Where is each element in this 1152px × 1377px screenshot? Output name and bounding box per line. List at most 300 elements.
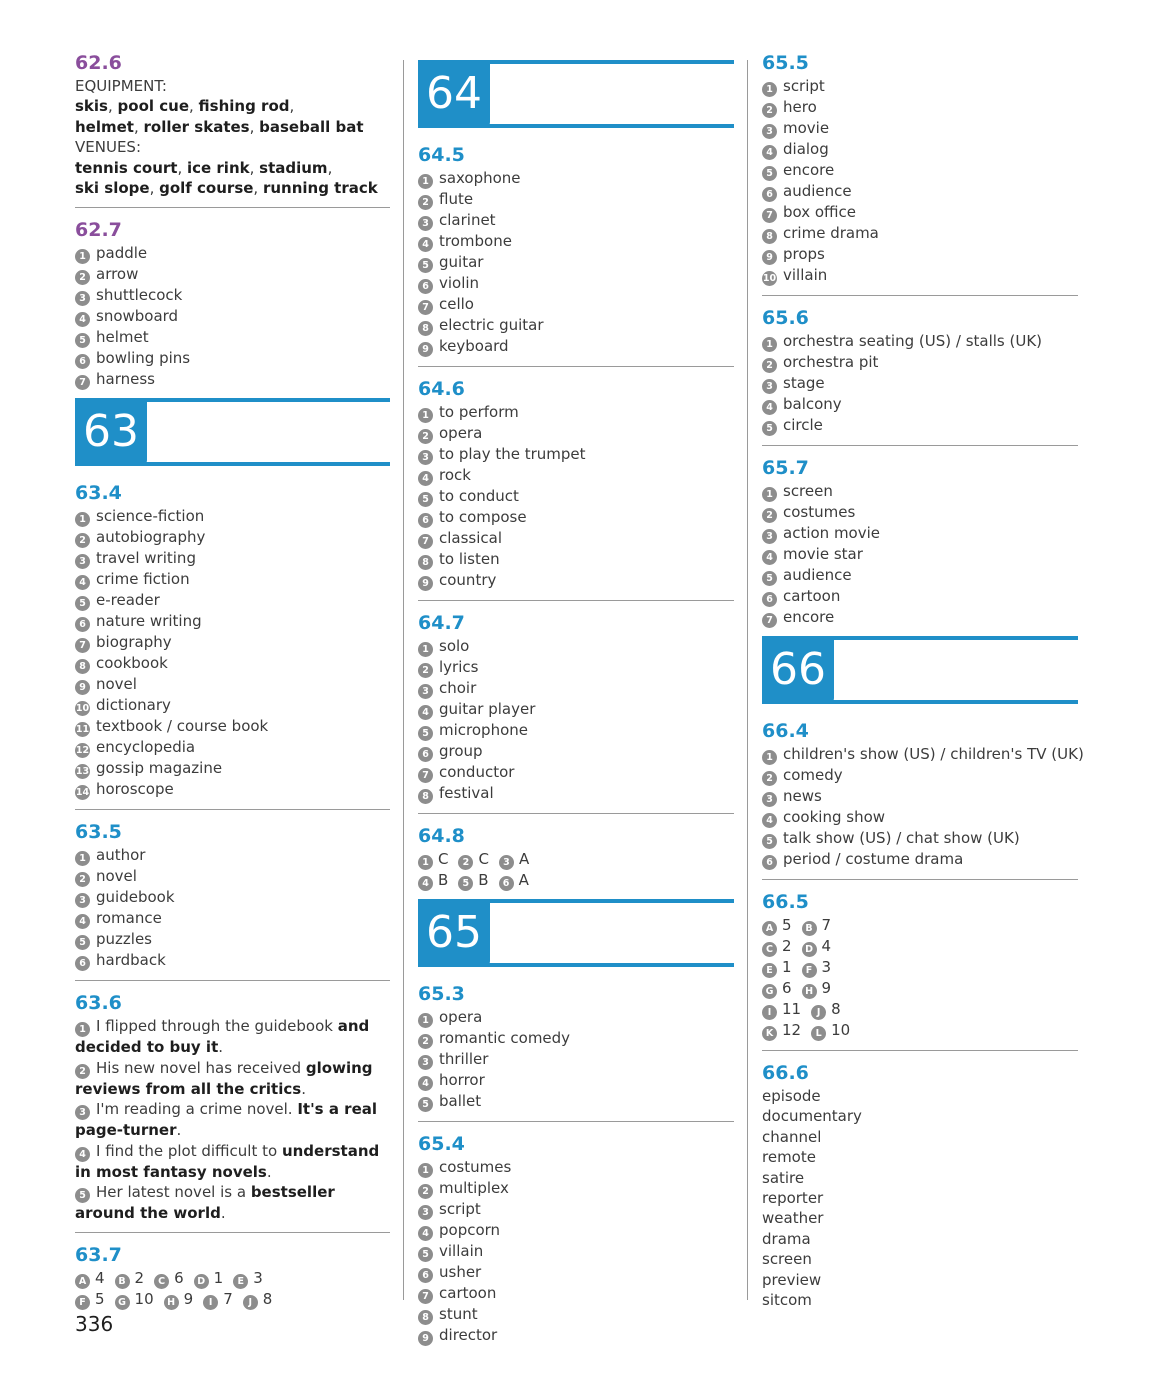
answer-item — [418, 231, 734, 252]
answer-word: skis — [75, 97, 108, 116]
answer-item — [418, 273, 734, 294]
answer-pair — [75, 1289, 105, 1310]
answer-value: 8 — [262, 1290, 273, 1309]
answer-number-badge: 3 — [418, 1055, 433, 1070]
answer-number-badge: 6 — [418, 1268, 433, 1283]
answer-text: autobiography — [96, 528, 206, 547]
answer-text: cello — [439, 295, 474, 313]
answer-item — [762, 586, 1078, 607]
answer-text: romance — [96, 909, 162, 928]
answer-letter-badge: B — [802, 921, 817, 936]
answer-text: lyrics — [439, 658, 479, 676]
answer-item — [418, 1220, 734, 1241]
answer-text: conductor — [439, 763, 515, 781]
answer-item: remote — [762, 1148, 816, 1167]
answer-value: 5 — [782, 916, 792, 934]
answer-number-badge: 3 — [762, 529, 777, 544]
answer-number-badge: 6 — [418, 279, 433, 294]
answer-number-badge: 3 — [418, 216, 433, 231]
answer-bold-text: understand in most fantasy novels — [75, 1141, 380, 1181]
answer-text: biography — [96, 633, 172, 652]
answer-text: solo — [439, 637, 470, 655]
answer-number-badge: 6 — [762, 855, 777, 870]
answer-text: audience — [783, 566, 852, 584]
answer-letter-badge: D — [194, 1274, 209, 1289]
answer-text: novel — [96, 867, 137, 886]
answer-text: horror — [439, 1071, 485, 1089]
answer-text: microphone — [439, 721, 528, 739]
answer-list — [418, 402, 734, 591]
section-66-5 — [762, 891, 1078, 1041]
answer-value: 7 — [223, 1290, 233, 1309]
answer-item — [418, 636, 734, 657]
answer-number-badge: 2 — [418, 429, 433, 444]
answer-item — [418, 315, 734, 336]
answer-text: orchestra pit — [783, 353, 879, 371]
answer-value: 1 — [213, 1269, 224, 1288]
section-63-4 — [75, 482, 390, 800]
answer-number-badge: 2 — [418, 1184, 433, 1199]
answer-number-badge: 4 — [75, 575, 90, 590]
column-divider-2 — [747, 60, 748, 1300]
answer-item — [75, 845, 390, 866]
section-title: 65.7 — [762, 457, 809, 479]
separator: , — [253, 179, 263, 198]
answer-number-badge: 9 — [418, 1331, 433, 1346]
answer-row — [75, 1268, 390, 1289]
answer-value: 1 — [782, 958, 792, 976]
answer-item: weather — [762, 1209, 824, 1228]
answer-text: keyboard — [439, 337, 509, 355]
answer-text: to compose — [439, 508, 527, 526]
answer-number-badge: 5 — [762, 166, 777, 181]
answer-item — [762, 160, 1078, 181]
answer-item — [762, 373, 1078, 394]
unit-number: 64 — [418, 60, 490, 128]
answer-text: clarinet — [439, 211, 496, 229]
section-title: 62.6 — [75, 52, 122, 74]
answer-letter-badge: H — [802, 984, 817, 999]
answer-item — [75, 348, 390, 369]
unit-header-66 — [762, 636, 1078, 704]
answer-text: talk show (US) / chat show (UK) — [783, 829, 1020, 847]
answer-letter-badge: J — [243, 1295, 258, 1310]
answer-letter-badge: J — [811, 1005, 826, 1020]
answer-item: sitcom — [762, 1291, 812, 1310]
answer-pair — [802, 915, 832, 936]
answer-value: 6 — [174, 1269, 184, 1288]
sentence-text: Her latest novel is a — [96, 1183, 251, 1202]
section-divider — [75, 207, 390, 208]
answer-text: to conduct — [439, 487, 519, 505]
answer-row — [762, 957, 1078, 978]
answer-letter-badge: E — [762, 963, 777, 978]
answer-value: 12 — [782, 1021, 802, 1039]
answer-text: stunt — [439, 1305, 478, 1323]
section-title: 66.5 — [762, 891, 809, 913]
answer-number-badge: 4 — [762, 145, 777, 160]
section-divider — [75, 809, 390, 810]
answer-item: channel — [762, 1127, 822, 1146]
answer-number-badge: 2 — [762, 508, 777, 523]
answer-item — [418, 1091, 734, 1112]
answer-number-badge: 3 — [75, 893, 90, 908]
answer-text: classical — [439, 529, 503, 547]
answer-list — [762, 481, 1078, 628]
answer-text: rock — [439, 466, 471, 484]
answer-pair — [75, 1268, 105, 1289]
answer-number-badge: 3 — [418, 450, 433, 465]
section-title: 65.6 — [762, 307, 809, 329]
answer-number-badge: 7 — [762, 208, 777, 223]
answer-pair — [802, 936, 832, 957]
answer-number-badge: 3 — [75, 554, 90, 569]
section-62-7 — [75, 219, 390, 390]
answer-number-badge: 2 — [418, 195, 433, 210]
section-title: 63.6 — [75, 992, 122, 1015]
answer-list — [418, 636, 734, 804]
answer-letter-badge: G — [115, 1295, 130, 1310]
answer-number-badge: 2 — [75, 270, 90, 285]
answer-item — [75, 908, 390, 929]
section-divider — [75, 1232, 390, 1233]
answer-text: cartoon — [439, 1284, 497, 1302]
answer-letter-badge: F — [75, 1295, 90, 1310]
answer-sentence — [75, 1099, 390, 1140]
answer-text: puzzles — [96, 930, 152, 949]
answer-number-badge: 1 — [762, 337, 777, 352]
section-divider — [762, 879, 1078, 880]
answer-text: box office — [783, 203, 857, 221]
answer-list — [75, 243, 390, 390]
answer-list — [762, 1086, 1078, 1310]
answer-pair — [115, 1289, 154, 1310]
answer-row — [418, 849, 734, 870]
page-number: 336 — [75, 1312, 114, 1336]
answer-value: B — [438, 871, 449, 889]
answer-text: country — [439, 571, 497, 589]
answer-item — [75, 716, 390, 737]
answer-letter-badge: H — [164, 1295, 179, 1310]
unit-header-64 — [418, 60, 734, 128]
answer-text: electric guitar — [439, 316, 544, 334]
answer-text: cookbook — [96, 654, 168, 673]
answer-value: C — [438, 850, 449, 868]
answer-text: saxophone — [439, 169, 521, 187]
answer-pair — [418, 870, 448, 891]
answer-number-badge: 3 — [418, 1205, 433, 1220]
answer-value: 9 — [821, 979, 832, 997]
answer-item: drama — [762, 1229, 811, 1248]
answer-item — [418, 1325, 734, 1346]
separator: , — [327, 158, 333, 177]
answer-value: 10 — [134, 1290, 154, 1309]
answer-item: episode — [762, 1087, 821, 1105]
answer-item — [418, 1028, 734, 1049]
answer-word: stadium — [259, 158, 328, 177]
answer-number-badge: 1 — [75, 512, 90, 527]
answer-item: preview — [762, 1270, 822, 1289]
separator: , — [177, 158, 187, 177]
answer-letter-badge: K — [762, 1026, 777, 1041]
section-divider — [418, 600, 734, 601]
answer-text: usher — [439, 1263, 482, 1281]
answer-number-badge: 8 — [762, 229, 777, 244]
answer-item — [418, 423, 734, 444]
answer-pair — [458, 870, 488, 891]
answer-item — [762, 523, 1078, 544]
answer-item — [418, 1199, 734, 1220]
answer-text: bowling pins — [96, 349, 191, 368]
answer-list — [418, 1007, 734, 1112]
equipment-list — [75, 96, 390, 137]
answer-number-badge: 9 — [418, 342, 433, 357]
answer-letter-badge: L — [811, 1026, 826, 1041]
answer-number-badge: 4 — [418, 237, 433, 252]
section-divider — [75, 980, 390, 981]
answer-value: 2 — [134, 1269, 145, 1288]
answer-item — [75, 527, 390, 548]
section-title: 64.6 — [418, 378, 465, 400]
answer-text: travel writing — [96, 549, 196, 568]
section-title: 66.4 — [762, 720, 809, 742]
answer-item — [418, 1049, 734, 1070]
answer-number-badge: 8 — [418, 555, 433, 570]
answer-text: textbook / course book — [96, 717, 269, 736]
answer-number-badge: 5 — [762, 834, 777, 849]
section-title: 62.7 — [75, 219, 122, 242]
answer-item — [762, 744, 1084, 765]
section-65-6 — [762, 307, 1078, 436]
sentence-text: I'm reading a crime novel. — [96, 1100, 298, 1119]
answer-text: script — [439, 1200, 481, 1218]
answer-item — [75, 632, 390, 653]
answer-value: 3 — [253, 1269, 263, 1288]
answer-item — [418, 252, 734, 273]
answer-item — [762, 139, 1078, 160]
answer-item — [762, 331, 1078, 352]
answer-number-badge: 3 — [75, 291, 90, 306]
answer-item — [418, 762, 734, 783]
answer-item — [418, 486, 734, 507]
answer-grid — [418, 849, 734, 891]
answer-item — [75, 695, 390, 716]
answer-pair — [762, 999, 801, 1020]
answer-text: multiplex — [439, 1179, 509, 1197]
answer-letter-badge: B — [115, 1274, 130, 1289]
answer-number-badge: 12 — [75, 745, 90, 757]
answer-row — [762, 999, 1078, 1020]
answer-item — [75, 306, 390, 327]
answer-item — [75, 779, 390, 800]
answer-value: 6 — [782, 979, 792, 997]
answer-item: documentary — [762, 1107, 862, 1126]
answer-text: guitar player — [439, 700, 536, 718]
answer-text: hero — [783, 98, 817, 116]
answer-pair — [154, 1268, 184, 1289]
answer-text: stage — [783, 374, 825, 392]
answer-number-badge: 5 — [762, 571, 777, 586]
answer-text: shuttlecock — [96, 286, 183, 305]
answer-word: tennis court — [75, 158, 178, 177]
sentence-list — [75, 1016, 390, 1223]
separator: , — [249, 158, 260, 177]
separator: , — [149, 179, 160, 198]
answer-text: screen — [783, 482, 833, 500]
answer-number-badge: 6 — [75, 354, 90, 369]
answer-item — [418, 189, 734, 210]
answer-row — [418, 870, 734, 891]
answer-item — [762, 76, 1078, 97]
answer-text: costumes — [783, 503, 856, 521]
answer-text: encyclopedia — [96, 738, 196, 757]
answer-number-badge: 1 — [762, 487, 777, 502]
answer-number-badge: 2 — [762, 358, 777, 373]
answer-item — [762, 265, 1078, 286]
answer-text: action movie — [783, 524, 881, 542]
answer-number-badge: 2 — [75, 872, 90, 887]
answer-word: roller skates — [143, 117, 250, 136]
answer-item — [75, 590, 390, 611]
sentence-text: . — [218, 1038, 224, 1057]
answer-pair — [115, 1268, 145, 1289]
answer-item — [75, 506, 390, 527]
answer-text: to listen — [439, 550, 500, 568]
answer-row — [762, 978, 1078, 999]
answer-number-badge: 7 — [418, 768, 433, 783]
answer-item: reporter — [762, 1189, 824, 1208]
answer-text: villain — [783, 266, 828, 284]
answer-text: costumes — [439, 1158, 512, 1176]
answer-item — [75, 758, 390, 779]
answer-number-badge: 4 — [418, 471, 433, 486]
answer-item — [75, 653, 390, 674]
answer-letter-badge: 2 — [458, 855, 473, 870]
answer-number-badge: 5 — [418, 1097, 433, 1112]
answer-number-badge: 9 — [418, 576, 433, 591]
section-64-7 — [418, 612, 734, 804]
answer-item — [762, 565, 1078, 586]
answer-pair — [762, 1020, 801, 1041]
answer-number-badge: 1 — [75, 851, 90, 866]
answer-text: helmet — [96, 328, 149, 347]
answer-text: crime fiction — [96, 570, 190, 589]
separator: , — [289, 97, 295, 116]
answer-text: props — [783, 245, 825, 263]
answer-number-badge: 8 — [418, 1310, 433, 1325]
section-64-6 — [418, 378, 734, 591]
answer-value: B — [478, 871, 489, 889]
answer-bold-text: glowing reviews from all the critics — [75, 1058, 373, 1098]
answer-item — [762, 828, 1078, 849]
answer-pair — [762, 936, 792, 957]
separator: , — [133, 117, 144, 136]
answer-pair — [164, 1289, 194, 1310]
section-64-8 — [418, 825, 734, 891]
answer-text: flute — [439, 190, 474, 208]
section-title: 63.7 — [75, 1244, 122, 1267]
answer-item — [418, 336, 734, 357]
answer-item — [75, 674, 390, 695]
answer-number-badge: 1 — [762, 82, 777, 97]
answer-number-badge: 7 — [75, 375, 90, 390]
answer-number-badge: 7 — [762, 613, 777, 628]
answer-item — [418, 444, 734, 465]
answer-item — [762, 502, 1078, 523]
answer-sentence — [75, 1141, 390, 1182]
answer-text: news — [783, 787, 822, 805]
answer-value: A — [518, 871, 529, 889]
answer-number-badge: 2 — [762, 103, 777, 118]
answer-row — [75, 1289, 390, 1310]
answer-item — [418, 549, 734, 570]
section-title: 64.7 — [418, 612, 465, 634]
section-divider — [418, 366, 734, 367]
answer-letter-badge: D — [802, 942, 817, 957]
answer-value: 9 — [183, 1290, 194, 1309]
separator: , — [189, 97, 199, 116]
answer-value: 10 — [831, 1021, 851, 1039]
answer-number-badge: 4 — [762, 400, 777, 415]
answer-number-badge: 1 — [762, 750, 777, 765]
answer-number-badge: 7 — [418, 534, 433, 549]
answer-list — [75, 845, 390, 971]
answer-number-badge: 1 — [418, 642, 433, 657]
answer-letter-badge: 5 — [458, 876, 473, 891]
answer-item — [75, 264, 390, 285]
answer-number-badge: 9 — [762, 250, 777, 265]
answer-number-badge: 4 — [762, 550, 777, 565]
answer-text: children's show (US) / children's TV (UK) — [783, 745, 1084, 763]
answer-number-badge: 4 — [418, 1226, 433, 1241]
answer-item — [418, 1283, 734, 1304]
answer-number-badge: 2 — [75, 533, 90, 548]
answer-sentence — [75, 1016, 390, 1057]
answer-item — [418, 1070, 734, 1091]
section-divider — [762, 1050, 1078, 1051]
section-63-5 — [75, 821, 390, 971]
section-title: 63.4 — [75, 482, 122, 505]
answer-pair — [243, 1289, 273, 1310]
answer-text: opera — [439, 1008, 483, 1026]
answer-text: harness — [96, 370, 155, 389]
answer-value: 5 — [95, 1290, 105, 1309]
answer-number-badge: 5 — [75, 935, 90, 950]
section-divider — [418, 1121, 734, 1122]
answer-item — [762, 481, 1078, 502]
answer-sentence — [75, 1058, 390, 1099]
answer-text: script — [783, 77, 825, 95]
answer-grid — [75, 1268, 390, 1310]
answer-pair — [811, 1020, 850, 1041]
answer-pair — [811, 999, 841, 1020]
answer-item — [75, 327, 390, 348]
answer-pair — [499, 849, 529, 870]
sentence-text: I flipped through the guidebook — [96, 1017, 338, 1036]
answer-number-badge: 7 — [418, 300, 433, 315]
answer-item — [75, 866, 390, 887]
answer-item — [418, 465, 734, 486]
answer-item — [75, 569, 390, 590]
answer-text: hardback — [96, 951, 166, 970]
answer-letter-badge: 3 — [499, 855, 514, 870]
answer-list — [762, 744, 1084, 870]
answer-number-badge: 10 — [762, 273, 777, 284]
answer-text: villain — [439, 1242, 484, 1260]
answer-number-badge: 3 — [762, 124, 777, 139]
answer-value: 8 — [831, 1000, 841, 1018]
answer-number-badge: 5 — [75, 596, 90, 611]
